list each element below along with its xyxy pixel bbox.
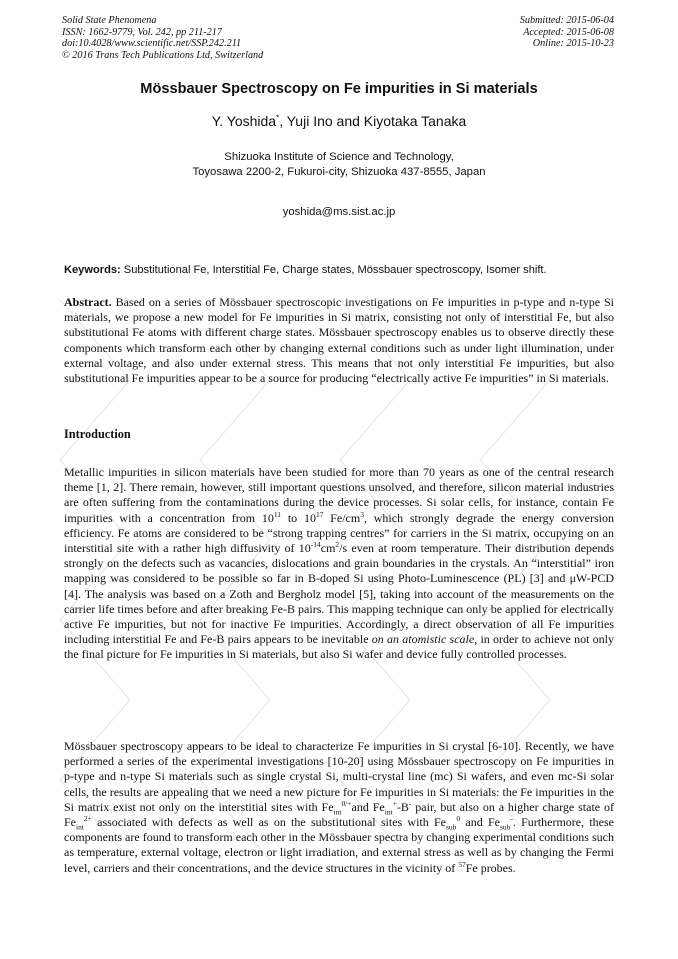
paper-title: Mössbauer Spectroscopy on Fe impurities in Si materials: [140, 81, 538, 97]
abstract-label: Abstract.: [64, 295, 112, 309]
introduction-paragraph-2: [64, 739, 614, 876]
p2-sup-7: 57: [458, 859, 466, 869]
author-list: [0, 113, 678, 129]
p2-text-f: and Fe: [460, 815, 500, 830]
p2-text-c: -B: [396, 799, 409, 814]
affiliation-line-2: Toyosawa 2200-2, Fukuroi-city, Shizuoka 437-8555, Japan: [192, 165, 486, 178]
p2-text-e: associated with defects as well as on the substitutional sites with Fe: [91, 815, 446, 830]
p1-text-d: , which strongly degrade the energy conversion efficiency. Fe atoms are considered to be “strong trapping centres” for carriers in the Si matrix, occupying on an interstitial site with a rather high diffusivity of 10: [64, 510, 615, 556]
abstract: [64, 295, 614, 386]
introduction-paragraph-1: [64, 465, 614, 663]
journal-name: Solid State Phenomena: [62, 15, 157, 26]
p2-text-g: . Furthermore, these components are found to transform each other in the Mössbauer spectra by changing experimental conditions such as temperature, external voltage, electron or light irradiation, and external stress as well as by changing the Fermi level, carriers and their concentrations, and the device structures in the vicinity of: [64, 815, 614, 875]
affiliation-line-1: Shizuoka Institute of Science and Technology,: [224, 151, 454, 163]
p1-text-a: Metallic impurities in silicon materials have been studied for more than 70 years as one of the central research theme [1, 2]. There remain, however, still important questions unsolved, and therefore, silicon material industries are often suffering from the contaminations during the device processes. Si solar cells, for instance, contain Fe impurities with a concentration from 10: [64, 465, 614, 525]
journal-info: [62, 15, 263, 61]
author-others: , Yuji Ino and Kiyotaka Tanaka: [279, 113, 467, 129]
keywords: [64, 264, 616, 276]
p2-text-b: and Fe: [351, 799, 385, 814]
p2-sup-1: 0/+: [341, 798, 352, 808]
affiliation: [0, 150, 678, 179]
corresponding-mark: *: [276, 113, 280, 123]
p2-text-h: Fe probes.: [465, 860, 516, 875]
journal-copyright: © 2016 Trans Tech Publications Ltd, Switzerland: [62, 49, 264, 61]
journal-doi: doi:10.4028/www.scientific.net/SSP.242.211: [62, 38, 242, 50]
p1-sup-2: 2: [335, 540, 340, 550]
p2-sub-2: int: [384, 807, 393, 817]
submitted-date: Submitted: 2015-06-04: [519, 15, 614, 26]
p2-sub-1: int: [333, 807, 342, 817]
p1-text-b: to 10: [281, 510, 316, 525]
p2-text-d: pair, but also on a higher charge state of Fe: [64, 799, 614, 830]
p2-sup-2: +: [392, 798, 397, 808]
p1-text-c: Fe/cm: [323, 510, 361, 525]
p2-sup-4: 2+: [83, 814, 92, 824]
p1-sup-minus14: -14: [310, 540, 321, 550]
p1-text-e: cm: [320, 541, 336, 556]
dates-info: [520, 15, 614, 50]
section-heading-introduction: Introduction: [64, 427, 131, 441]
p1-italic-phrase: on an atomistic scale: [371, 632, 475, 647]
p1-sup-3: 3: [360, 509, 364, 519]
p1-sup-17: 17: [315, 509, 324, 519]
author-email[interactable]: yoshida@ms.sist.ac.jp: [282, 206, 396, 218]
p2-sub-5: sub: [446, 822, 457, 832]
p2-sup-6: -: [510, 814, 513, 824]
p1-sup-11: 11: [273, 509, 282, 519]
p2-sup-3: -: [408, 798, 412, 808]
journal-issn: ISSN: 1662-9779, Vol. 242, pp 211-217: [62, 26, 222, 38]
p2-text-a: Mössbauer spectroscopy appears to be ideal to characterize Fe impurities in Si crystal [6-10]. Recently, we have performed a series of the experimental investigations [10-20] using Mössbauer spectroscopy on Fe impurities in p-type and n-type Si materials such as single crystal Si, multi-crystal line (mc) Si wafers, and even mc-Si solar cells, the results are appealing that we need a new picture for Fe impurities in Si materials: the Fe impurities in the Si matrix exist not only on the interstitial sites with Fe: [64, 739, 614, 814]
p2-sub-6: sub: [499, 822, 511, 832]
abstract-text: Based on a series of Mössbauer spectroscopic investigations on Fe impurities in p-type and n-type Si materials, we propose a new model for Fe impurities in Si matrix, consisting not only of interstitial Fe, but also substitutional Fe atoms with different charge states. Mössbauer spectroscopy enables us to observe directly these components which transform each other by changing external conditions such as under light illumination, under external voltage, and also under external stress. This means that not only interstitial Fe impurities, but also substitutional Fe impurities appear to be a source for producing “electrically active Fe impurities” in Si materials.: [64, 295, 614, 386]
accepted-date: Accepted: 2015-06-08: [523, 26, 614, 38]
p2-sup-5: 0: [456, 814, 461, 824]
keywords-text: Substitutional Fe, Interstitial Fe, Charge states, Mössbauer spectroscopy, Isomer shift.: [120, 264, 547, 276]
p1-text-f: /s even at room temperature. Their distribution depends strongly on the defects such as vacancies, dislocations and grain boundaries in the crystals. An “interstitial” iron mapping was considered to be possible so far in B-doped Si using Photo-Luminescence (PL) [3] and μW-PCD [4]. The analysis was based on a Zoth and Bergholz model [5], taking into account of the measurements on the carrier life times before and after breaking Fe-B pairs. This mapping technique can only be applied for electrically active Fe impurities, but not for inactive Fe impurities. Accordingly, a direct observation of all Fe impurities including interstitial Fe and Fe-B pairs appears to be inevitable: [64, 541, 615, 647]
p1-text-g: , in order to achieve not only the final picture for Fe impurities in Si materials, but also Si wafer and device fully controlled processes.: [64, 632, 615, 662]
p2-sub-4: int: [76, 822, 84, 832]
author-yoshida: Y. Yoshida: [211, 113, 277, 129]
keywords-label: Keywords:: [64, 264, 121, 276]
online-date: Online: 2015-10-23: [532, 38, 614, 50]
